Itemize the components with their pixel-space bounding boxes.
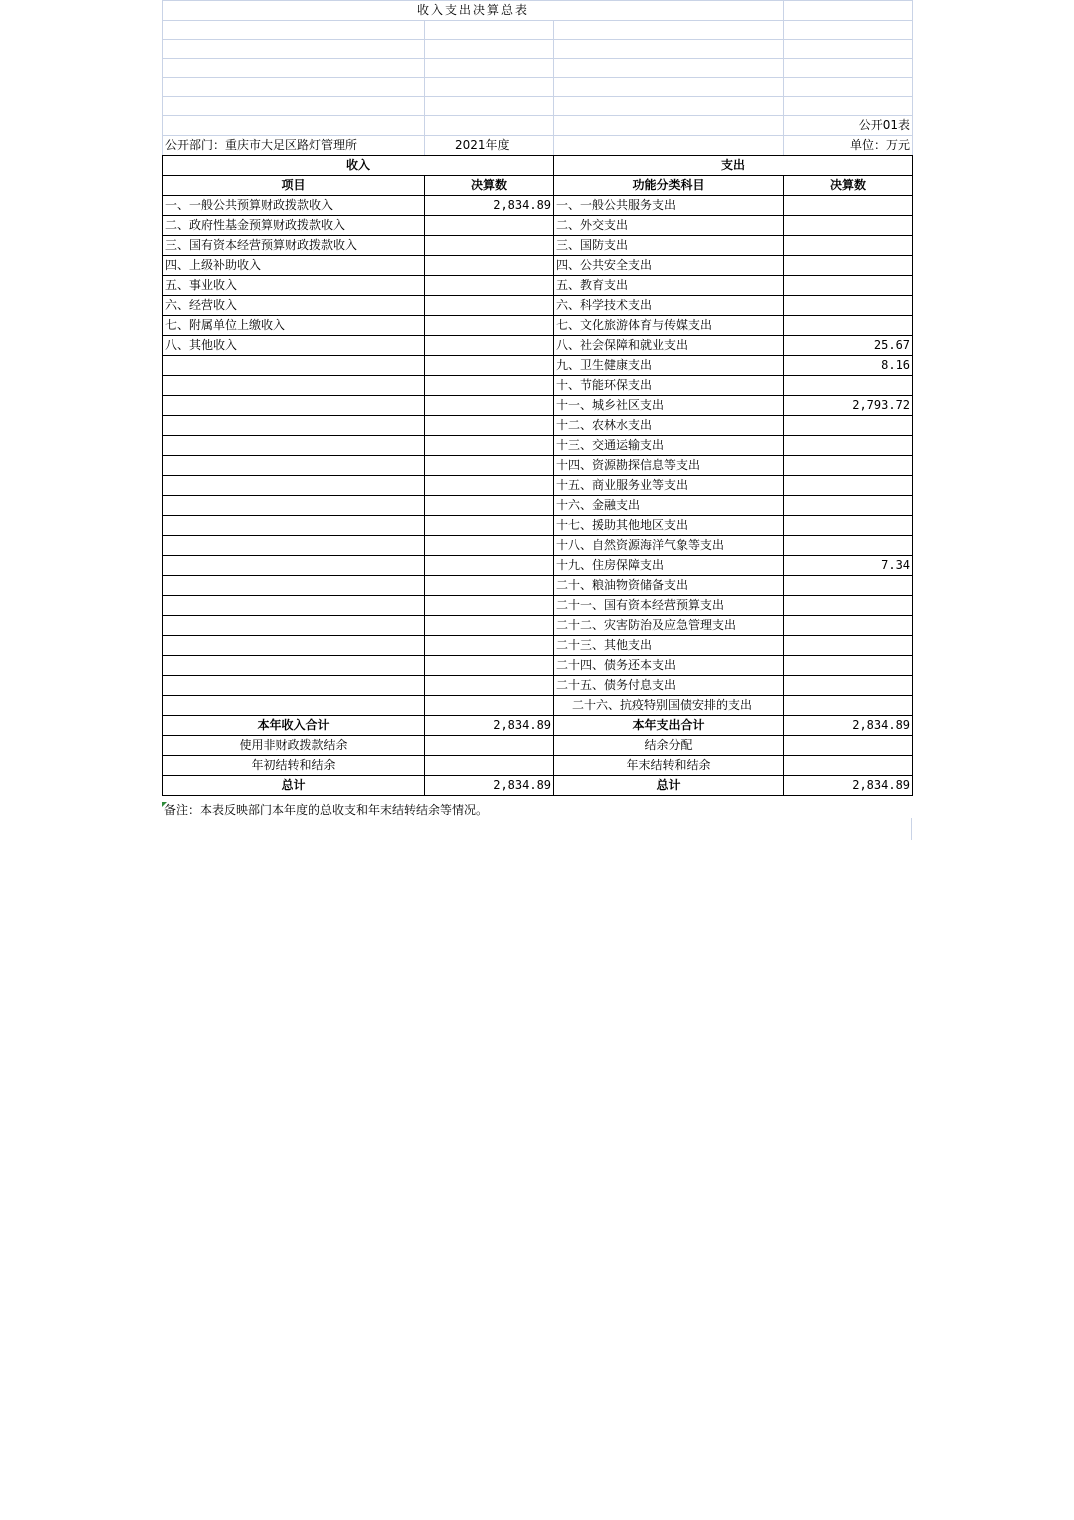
department-label: 公开部门：重庆市大足区路灯管理所 [163,136,425,156]
grid-cell[interactable] [163,116,425,136]
grid-cell[interactable] [163,59,425,78]
income-item-cell[interactable] [163,676,425,696]
grid-cell[interactable] [554,59,784,78]
expense-amount-cell[interactable] [784,196,913,216]
income-section-header: 收入 [163,156,554,176]
income-item-cell[interactable] [163,356,425,376]
income-amount-cell[interactable] [425,696,554,716]
grid-cell[interactable] [425,116,554,136]
table-row [163,436,913,456]
summary-income-amount[interactable]: 2,834.89 [425,776,554,796]
expense-item-cell[interactable]: 一、一般公共服务支出 [554,196,784,216]
expense-amount-cell[interactable]: 25.67 [784,336,913,356]
expense-item-cell[interactable]: 十四、资源勘探信息等支出 [554,456,784,476]
income-item-cell[interactable]: 八、其他收入 [163,336,425,356]
summary-income-label[interactable]: 使用非财政拨款结余 [163,736,425,756]
column-header-item: 项目 [163,176,425,196]
unit-label: 单位：万元 [784,136,913,156]
expense-item-cell[interactable]: 二十六、抗疫特别国债安排的支出 [554,696,784,716]
expense-item-cell[interactable]: 八、社会保障和就业支出 [554,336,784,356]
income-amount-cell[interactable] [425,356,554,376]
summary-expense-label[interactable]: 总计 [554,776,784,796]
table-body [163,196,913,716]
summary-income-amount[interactable]: 2,834.89 [425,716,554,736]
budget-table [162,155,913,796]
income-amount-cell[interactable] [425,656,554,676]
column-header-amount: 决算数 [784,176,913,196]
grid-cell[interactable] [425,59,554,78]
table-row [163,456,913,476]
income-item-cell[interactable] [163,536,425,556]
table-row [163,476,913,496]
grid-cell[interactable] [425,21,554,40]
income-amount-cell[interactable]: 2,834.89 [425,196,554,216]
expense-item-cell[interactable]: 九、卫生健康支出 [554,356,784,376]
income-item-cell[interactable] [163,456,425,476]
expense-item-cell[interactable]: 三、国防支出 [554,236,784,256]
table-row [163,356,913,376]
cell-comment-marker [162,802,167,807]
expense-amount-cell[interactable]: 7.34 [784,556,913,576]
income-item-cell[interactable]: 四、上级补助收入 [163,256,425,276]
income-item-cell[interactable]: 六、经营收入 [163,296,425,316]
income-amount-cell[interactable] [425,376,554,396]
table-row [163,636,913,656]
grid-cell[interactable] [554,97,784,116]
income-amount-cell[interactable] [425,316,554,336]
expense-item-cell[interactable]: 十六、金融支出 [554,496,784,516]
income-item-cell[interactable]: 二、政府性基金预算财政拨款收入 [163,216,425,236]
income-item-cell[interactable] [163,416,425,436]
income-item-cell[interactable]: 七、附属单位上缴收入 [163,316,425,336]
income-item-cell[interactable] [163,636,425,656]
income-amount-cell[interactable] [425,536,554,556]
expense-amount-cell[interactable] [784,476,913,496]
income-amount-cell[interactable] [425,676,554,696]
income-item-cell[interactable] [163,576,425,596]
expense-item-cell[interactable]: 十九、住房保障支出 [554,556,784,576]
income-amount-cell[interactable] [425,256,554,276]
grid-cell[interactable] [554,78,784,97]
expense-amount-cell[interactable] [784,376,913,396]
income-amount-cell[interactable] [425,296,554,316]
grid-cell[interactable] [163,21,425,40]
expense-item-cell[interactable]: 十七、援助其他地区支出 [554,516,784,536]
income-item-cell[interactable]: 三、国有资本经营预算财政拨款收入 [163,236,425,256]
grid-cell[interactable] [784,78,913,97]
grid-cell[interactable] [784,1,913,21]
income-amount-cell[interactable] [425,636,554,656]
income-amount-cell[interactable] [425,336,554,356]
expense-amount-cell[interactable] [784,696,913,716]
income-amount-cell[interactable] [425,436,554,456]
income-amount-cell[interactable] [425,216,554,236]
expense-amount-cell[interactable] [784,256,913,276]
income-item-cell[interactable]: 五、事业收入 [163,276,425,296]
summary-row [163,776,913,796]
table-row [163,656,913,676]
expense-item-cell[interactable]: 二、外交支出 [554,216,784,236]
summary-income-amount[interactable] [425,736,554,756]
grid-cell[interactable] [425,97,554,116]
page-title: 收入支出决算总表 [163,1,784,21]
expense-amount-cell[interactable]: 2,793.72 [784,396,913,416]
table-row [163,576,913,596]
column-header-function: 功能分类科目 [554,176,784,196]
income-item-cell[interactable] [163,496,425,516]
summary-income-label[interactable]: 本年收入合计 [163,716,425,736]
expense-item-cell[interactable]: 十一、城乡社区支出 [554,396,784,416]
income-item-cell[interactable] [163,376,425,396]
expense-item-cell[interactable]: 六、科学技术支出 [554,296,784,316]
table-row [163,516,913,536]
expense-amount-cell[interactable] [784,676,913,696]
income-amount-cell[interactable] [425,556,554,576]
expense-amount-cell[interactable] [784,236,913,256]
expense-amount-cell[interactable] [784,416,913,436]
summary-income-label[interactable]: 年初结转和结余 [163,756,425,776]
income-amount-cell[interactable] [425,616,554,636]
note-text: 备注：本表反映部门本年度的总收支和年末结转结余等情况。 [164,803,489,817]
income-amount-cell[interactable] [425,416,554,436]
income-item-cell[interactable] [163,556,425,576]
expense-amount-cell[interactable]: 8.16 [784,356,913,376]
summary-expense-label[interactable]: 本年支出合计 [554,716,784,736]
expense-amount-cell[interactable] [784,596,913,616]
table-row [163,696,913,716]
year-label: 2021年度 [425,136,554,156]
table-row [163,216,913,236]
income-amount-cell[interactable] [425,496,554,516]
grid-cell[interactable] [425,40,554,59]
expense-item-cell[interactable]: 二十三、其他支出 [554,636,784,656]
expense-item-cell[interactable]: 二十五、债务付息支出 [554,676,784,696]
grid-cell[interactable] [554,21,784,40]
expense-amount-cell[interactable] [784,516,913,536]
summary-row [163,736,913,756]
summary-expense-label[interactable]: 结余分配 [554,736,784,756]
income-amount-cell[interactable] [425,516,554,536]
expense-section-header: 支出 [554,156,913,176]
summary-income-label[interactable]: 总计 [163,776,425,796]
table-row [163,376,913,396]
income-item-cell[interactable] [163,516,425,536]
header-grid [162,0,913,155]
expense-item-cell[interactable]: 十、节能环保支出 [554,376,784,396]
grid-cell[interactable] [784,97,913,116]
grid-cell[interactable] [554,40,784,59]
table-row [163,676,913,696]
table-row [163,196,913,216]
income-item-cell[interactable] [163,436,425,456]
expense-item-cell[interactable]: 十三、交通运输支出 [554,436,784,456]
table-row [163,256,913,276]
table-row [163,236,913,256]
table-row [163,296,913,316]
summary-expense-amount[interactable]: 2,834.89 [784,716,913,736]
table-row [163,316,913,336]
expense-amount-cell[interactable] [784,636,913,656]
spreadsheet [162,0,912,796]
expense-item-cell[interactable]: 十八、自然资源海洋气象等支出 [554,536,784,556]
grid-cell[interactable] [784,59,913,78]
expense-item-cell[interactable]: 四、公共安全支出 [554,256,784,276]
income-amount-cell[interactable] [425,276,554,296]
grid-cell[interactable] [425,78,554,97]
income-item-cell[interactable]: 一、一般公共预算财政拨款收入 [163,196,425,216]
grid-cell[interactable] [554,136,784,156]
summary-expense-amount[interactable] [784,756,913,776]
form-code: 公开01表 [784,116,913,136]
summary-expense-label[interactable]: 年末结转和结余 [554,756,784,776]
footnote [162,800,912,840]
table-row [163,416,913,436]
summary-row [163,716,913,736]
grid-cell[interactable] [784,40,913,59]
expense-amount-cell[interactable] [784,456,913,476]
income-item-cell[interactable] [163,596,425,616]
expense-item-cell[interactable]: 二十、粮油物资储备支出 [554,576,784,596]
expense-amount-cell[interactable] [784,616,913,636]
expense-amount-cell[interactable] [784,436,913,456]
table-row [163,496,913,516]
income-item-cell[interactable] [163,656,425,676]
income-amount-cell[interactable] [425,576,554,596]
expense-item-cell[interactable]: 二十二、灾害防治及应急管理支出 [554,616,784,636]
summary-income-amount[interactable] [425,756,554,776]
table-row [163,536,913,556]
expense-item-cell[interactable]: 二十一、国有资本经营预算支出 [554,596,784,616]
income-item-cell[interactable] [163,616,425,636]
income-amount-cell[interactable] [425,596,554,616]
table-row [163,556,913,576]
grid-cell[interactable] [163,97,425,116]
income-amount-cell[interactable] [425,456,554,476]
grid-cell[interactable] [163,40,425,59]
expense-amount-cell[interactable] [784,576,913,596]
table-row [163,616,913,636]
income-amount-cell[interactable] [425,396,554,416]
grid-cell[interactable] [784,21,913,40]
expense-amount-cell[interactable] [784,536,913,556]
divider [911,818,912,840]
income-amount-cell[interactable] [425,476,554,496]
expense-amount-cell[interactable] [784,216,913,236]
expense-amount-cell[interactable] [784,316,913,336]
expense-item-cell[interactable]: 五、教育支出 [554,276,784,296]
table-row [163,396,913,416]
expense-item-cell[interactable]: 二十四、债务还本支出 [554,656,784,676]
summary-expense-amount[interactable] [784,736,913,756]
expense-amount-cell[interactable] [784,296,913,316]
expense-amount-cell[interactable] [784,276,913,296]
grid-cell[interactable] [163,78,425,97]
summary-row [163,756,913,776]
expense-item-cell[interactable]: 七、文化旅游体育与传媒支出 [554,316,784,336]
table-row [163,336,913,356]
column-header-amount: 决算数 [425,176,554,196]
table-row [163,276,913,296]
table-summary [163,716,913,796]
income-item-cell[interactable] [163,696,425,716]
income-amount-cell[interactable] [425,236,554,256]
expense-amount-cell[interactable] [784,496,913,516]
summary-expense-amount[interactable]: 2,834.89 [784,776,913,796]
expense-item-cell[interactable]: 十五、商业服务业等支出 [554,476,784,496]
income-item-cell[interactable] [163,396,425,416]
table-row [163,596,913,616]
grid-cell[interactable] [554,116,784,136]
income-item-cell[interactable] [163,476,425,496]
expense-amount-cell[interactable] [784,656,913,676]
expense-item-cell[interactable]: 十二、农林水支出 [554,416,784,436]
